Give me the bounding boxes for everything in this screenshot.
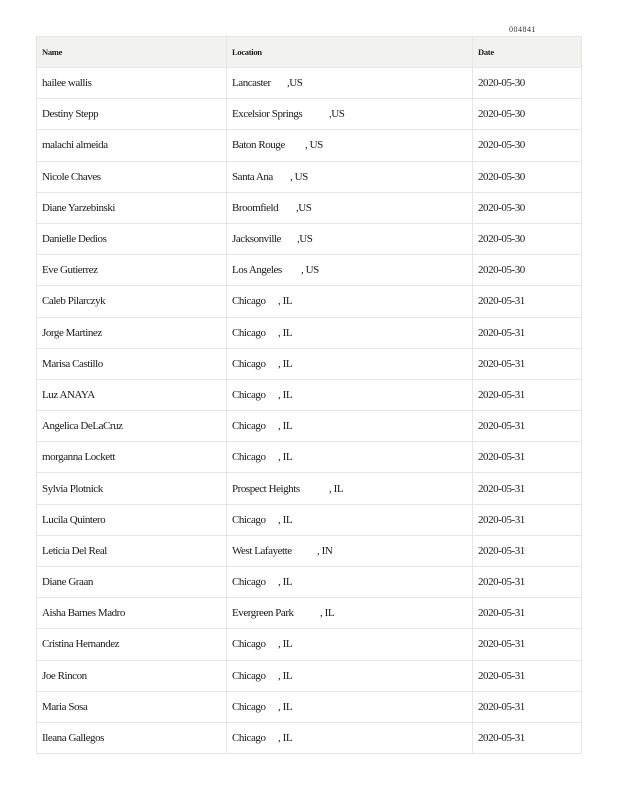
cell-location bbox=[227, 598, 473, 629]
table-row bbox=[37, 722, 582, 753]
signature-table bbox=[36, 36, 582, 754]
location-city: Santa Ana bbox=[232, 170, 273, 183]
location-city: Chicago bbox=[232, 638, 266, 651]
cell-date: 2020-05-30 bbox=[473, 68, 582, 99]
table-row bbox=[37, 629, 582, 660]
location-region: , IL bbox=[278, 576, 293, 589]
cell-name: malachi almeida bbox=[37, 130, 227, 161]
location-region: , US bbox=[301, 264, 319, 277]
location-region: ,US bbox=[297, 233, 313, 246]
header-row bbox=[37, 37, 582, 68]
cell-date: 2020-05-31 bbox=[473, 348, 582, 379]
cell-name: Ileana Gallegos bbox=[37, 722, 227, 753]
cell-date: 2020-05-31 bbox=[473, 379, 582, 410]
cell-location bbox=[227, 317, 473, 348]
cell-name: Jorge Martinez bbox=[37, 317, 227, 348]
table-row bbox=[37, 192, 582, 223]
cell-date: 2020-05-30 bbox=[473, 99, 582, 130]
cell-name: morganna Lockett bbox=[37, 442, 227, 473]
location-region: , IL bbox=[278, 451, 293, 464]
table-row bbox=[37, 473, 582, 504]
location-region: , IL bbox=[329, 482, 344, 495]
cell-date: 2020-05-31 bbox=[473, 504, 582, 535]
cell-date: 2020-05-31 bbox=[473, 629, 582, 660]
location-region: , IL bbox=[278, 513, 293, 526]
table-row bbox=[37, 223, 582, 254]
cell-location bbox=[227, 130, 473, 161]
cell-name: Destiny Stepp bbox=[37, 99, 227, 130]
location-city: Prospect Heights bbox=[232, 482, 300, 495]
table-row bbox=[37, 348, 582, 379]
location-region: , IL bbox=[278, 669, 293, 682]
table-row bbox=[37, 130, 582, 161]
location-region: , IL bbox=[278, 295, 293, 308]
location-city: Chicago bbox=[232, 357, 266, 370]
cell-location bbox=[227, 255, 473, 286]
page-number: 004841 bbox=[509, 25, 536, 34]
cell-name: Eve Gutierrez bbox=[37, 255, 227, 286]
location-city: Chicago bbox=[232, 513, 266, 526]
location-city: Chicago bbox=[232, 700, 266, 713]
cell-location bbox=[227, 68, 473, 99]
cell-date: 2020-05-30 bbox=[473, 223, 582, 254]
cell-date: 2020-05-31 bbox=[473, 691, 582, 722]
location-city: Jacksonville bbox=[232, 233, 281, 246]
cell-location bbox=[227, 567, 473, 598]
cell-date: 2020-05-31 bbox=[473, 317, 582, 348]
cell-date: 2020-05-31 bbox=[473, 286, 582, 317]
cell-location bbox=[227, 660, 473, 691]
cell-date: 2020-05-31 bbox=[473, 660, 582, 691]
cell-name: Aisha Barnes Madro bbox=[37, 598, 227, 629]
location-region: , US bbox=[290, 170, 308, 183]
location-city: Chicago bbox=[232, 669, 266, 682]
location-region: ,US bbox=[287, 77, 303, 90]
location-city: West Lafayette bbox=[232, 544, 292, 557]
table-row bbox=[37, 286, 582, 317]
location-city: Excelsior Springs bbox=[232, 108, 303, 121]
cell-name: Diane Graan bbox=[37, 567, 227, 598]
location-region: ,US bbox=[296, 201, 312, 214]
cell-location bbox=[227, 379, 473, 410]
location-city: Los Angeles bbox=[232, 264, 282, 277]
cell-location bbox=[227, 192, 473, 223]
table-row bbox=[37, 504, 582, 535]
cell-location bbox=[227, 442, 473, 473]
table-row bbox=[37, 68, 582, 99]
cell-location bbox=[227, 722, 473, 753]
column-header-name: Name bbox=[37, 37, 227, 68]
cell-date: 2020-05-30 bbox=[473, 255, 582, 286]
cell-date: 2020-05-31 bbox=[473, 598, 582, 629]
location-city: Broomfield bbox=[232, 201, 279, 214]
cell-location bbox=[227, 161, 473, 192]
location-region: , IL bbox=[278, 326, 293, 339]
location-region: ,US bbox=[329, 108, 345, 121]
column-header-location: Location bbox=[227, 37, 473, 68]
table-row bbox=[37, 535, 582, 566]
cell-date: 2020-05-31 bbox=[473, 567, 582, 598]
location-city: Chicago bbox=[232, 420, 266, 433]
table-row bbox=[37, 379, 582, 410]
table-row bbox=[37, 598, 582, 629]
cell-date: 2020-05-30 bbox=[473, 192, 582, 223]
cell-date: 2020-05-31 bbox=[473, 722, 582, 753]
cell-name: Diane Yarzebinski bbox=[37, 192, 227, 223]
location-city: Chicago bbox=[232, 388, 266, 401]
cell-name: Lucila Quintero bbox=[37, 504, 227, 535]
cell-location bbox=[227, 473, 473, 504]
column-header-date: Date bbox=[473, 37, 582, 68]
table-row bbox=[37, 99, 582, 130]
cell-date: 2020-05-30 bbox=[473, 130, 582, 161]
cell-name: Marisa Castillo bbox=[37, 348, 227, 379]
table-header bbox=[37, 37, 582, 68]
table-row bbox=[37, 255, 582, 286]
table-row bbox=[37, 567, 582, 598]
cell-date: 2020-05-31 bbox=[473, 535, 582, 566]
table-body bbox=[37, 68, 582, 754]
cell-location bbox=[227, 411, 473, 442]
cell-name: Leticia Del Real bbox=[37, 535, 227, 566]
location-city: Chicago bbox=[232, 576, 266, 589]
location-city: Chicago bbox=[232, 295, 266, 308]
cell-location bbox=[227, 535, 473, 566]
cell-name: Nicole Chaves bbox=[37, 161, 227, 192]
cell-name: Danielle Dedios bbox=[37, 223, 227, 254]
table-row bbox=[37, 442, 582, 473]
cell-name: Maria Sosa bbox=[37, 691, 227, 722]
cell-location bbox=[227, 286, 473, 317]
table-row bbox=[37, 317, 582, 348]
cell-location bbox=[227, 99, 473, 130]
cell-location bbox=[227, 629, 473, 660]
cell-location bbox=[227, 223, 473, 254]
cell-location bbox=[227, 504, 473, 535]
location-city: Evergreen Park bbox=[232, 607, 294, 620]
table-row bbox=[37, 161, 582, 192]
cell-location bbox=[227, 348, 473, 379]
cell-date: 2020-05-31 bbox=[473, 442, 582, 473]
location-region: , IL bbox=[278, 357, 293, 370]
location-region: , IL bbox=[278, 420, 293, 433]
location-region: , IL bbox=[278, 732, 293, 745]
location-region: , IL bbox=[320, 607, 335, 620]
cell-location bbox=[227, 691, 473, 722]
cell-name: Angelica DeLaCruz bbox=[37, 411, 227, 442]
table-row bbox=[37, 660, 582, 691]
location-region: , IL bbox=[278, 700, 293, 713]
cell-date: 2020-05-30 bbox=[473, 161, 582, 192]
cell-date: 2020-05-31 bbox=[473, 411, 582, 442]
cell-name: hailee wallis bbox=[37, 68, 227, 99]
cell-name: Luz ANAYA bbox=[37, 379, 227, 410]
cell-name: Cristina Hernandez bbox=[37, 629, 227, 660]
location-city: Baton Rouge bbox=[232, 139, 285, 152]
location-region: , IL bbox=[278, 388, 293, 401]
location-city: Lancaster bbox=[232, 77, 271, 90]
location-region: , IN bbox=[317, 544, 333, 557]
location-city: Chicago bbox=[232, 451, 266, 464]
cell-name: Sylvia Plotnick bbox=[37, 473, 227, 504]
cell-date: 2020-05-31 bbox=[473, 473, 582, 504]
table-row bbox=[37, 411, 582, 442]
cell-name: Caleb Pilarczyk bbox=[37, 286, 227, 317]
location-region: , IL bbox=[278, 638, 293, 651]
location-region: , US bbox=[305, 139, 323, 152]
location-city: Chicago bbox=[232, 732, 266, 745]
location-city: Chicago bbox=[232, 326, 266, 339]
cell-name: Joe Rincon bbox=[37, 660, 227, 691]
table-row bbox=[37, 691, 582, 722]
